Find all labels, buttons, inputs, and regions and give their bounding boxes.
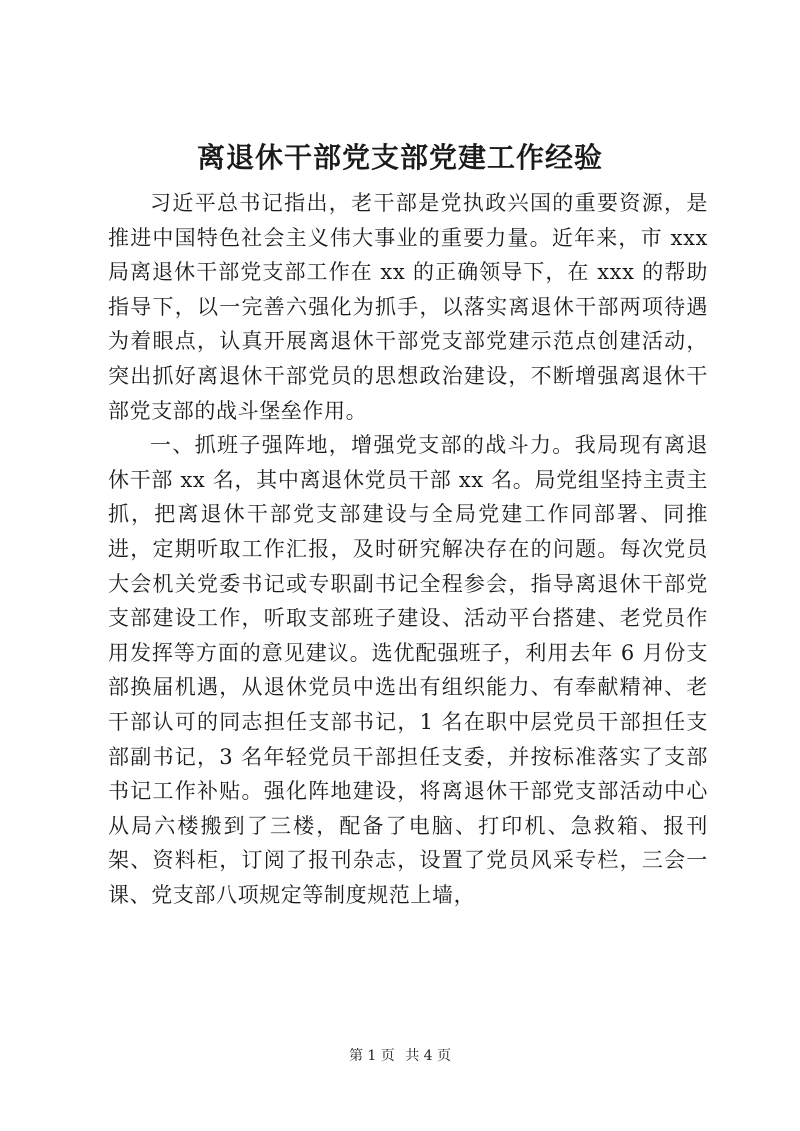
document-body bbox=[108, 186, 708, 912]
section-one-paragraph: 一、抓班子强阵地，增强党支部的战斗力。我局现有离退休干部 xx 名，其中离退休党员干部 xx 名。局党组坚持主责主抓，把离退休干部党支部建设与全局党建工作同部署、同推进，定期听取工作汇报，及时研究解决存在的问题。每次党员大会机关党委书记或专职副书记全程参会，指导离退休干部党支部建设工作，听取支部班子建设、活动平台搭建、老党员作用发挥等方面的意见建议。选优配强班子，利用去年 6 月份支部换届机遇，从退休党员中选出有组织能力、有奉献精神、老干部认可的同志担任支部书记，1 名在职中层党员干部担任支部副书记，3 名年轻党员干部担任支委，并按标准落实了支部书记工作补贴。强化阵地建设，将离退休干部党支部活动中心从局六楼搬到了三楼，配备了电脑、打印机、急救箱、报刊架、资料柜，订阅了报刊杂志，设置了党员风采专栏，三会一课、党支部八项规定等制度规范上墙， bbox=[108, 433, 708, 907]
page-footer bbox=[0, 1046, 800, 1066]
page-number: 第 1 页 bbox=[348, 1048, 395, 1064]
document-title: 离退休干部党支部党建工作经验 bbox=[196, 141, 603, 174]
page-total: 共 4 页 bbox=[405, 1048, 452, 1064]
intro-paragraph: 习近平总书记指出，老干部是党执政兴国的重要资源，是推进中国特色社会主义伟大事业的重要力量。近年来，市 xxx 局离退休干部党支部工作在 xx 的正确领导下，在 xxx 的帮助指导下，以一完善六强化为抓手，以落实离退休干部两项待遇为着眼点，认真开展离退休干部党支部党建示范点创建活动，突出抓好离退休干部党员的思想政治建设，不断增强离退休干部党支部的战斗堡垒作用。 bbox=[108, 191, 708, 423]
